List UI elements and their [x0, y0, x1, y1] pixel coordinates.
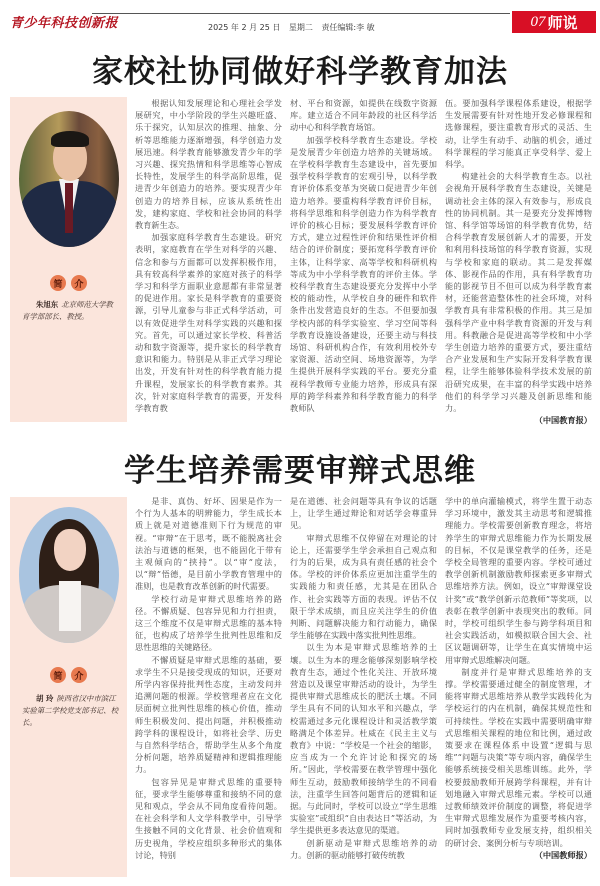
page-number: 07 [530, 13, 546, 30]
author-desc: 陕西省汉中市滨江实验第二学校党支部书记、校长。 [22, 694, 119, 727]
article-2-author-box [10, 497, 127, 877]
masthead [0, 0, 600, 40]
dateline [208, 22, 381, 33]
author-name: 朱旭东 [36, 300, 59, 309]
intro-tag: 简 介 [10, 275, 127, 291]
header-rule [92, 13, 510, 14]
article-1-column-1: 根据认知发展理论和心理社会学发展研究，中小学阶段的学生兴趣旺盛、乐于探究，认知层次的推理、抽象、分析等思维能力逐渐增强，科学创造力发展迅速。科学教育能够激发青少年的学习兴趣、探究热情和科学思维等心智成长特性，发展学生的科学高阶思维，促进青少年创造力的培养。要实现青少年创造力的培养目标，应该从系统性出发，建构家庭、学校和社会协同的科学教育新生态。 加强家庭科学教育生态建设。研究表明，家庭教育在学生对科学的兴趣、信念和参与方面都可以发挥积极作用，具有较高科学素养的家庭对孩子的科学学习和科学方面职业意愿都有非常显著的促进作用。家长是科学教育的重要资源，引导儿童参与非正式科学活动，可以有效促进学生对科学实践的兴趣和探究。首先，可以通过家长学校、科普活动和数字资源等，提升家长的科学教育意识和能力。特别是从非正式学习理论出发，开发有针对性的科学教育能力提升课程，发展家长的科学教育素养。其次，针对家庭科学教育的需要，开发科学教育教 [135, 98, 282, 414]
author-bio [22, 693, 120, 729]
article-2-column-3: 学中的单向灌输模式，将学生置于动态学习环境中，激发其主动思考和逻辑推理能力。学校需要创新教育理念，将培养学生的审辩式思维能力作为长期发展的目标，不仅是课堂教学的任务，还是学校全局管理的重要内容。学校可通过教学创新机制激励教师探索更多审辩式思维培养方法。例如，设立“审辩课堂设计奖”或“教学创新示范教师”等奖项，以表彰在教学创新中表现突出的教师。同时，学校可组织学生参与跨学科项目和社会实践活动，如模拟联合国大会、社区议题调研等，让学生在真实情境中运用审辩式思维解决问题。 制度并行是审辩式思维培养的支撑。学校需要通过健全的制度管理，才能将审辩式思维培养从教学实践转化为学校运行的内在机制，确保其规范性和可持续性。学校在实践中需要明确审辩式思维相关课程的地位和比例，通过政策要求在课程体系中设置“逻辑与思维”“问题与决策”等专项内容，确保学生能够系统接受相关思维训练。此外，学校要鼓励教师开展跨学科课程，并有计划地融入审辩式思维元素。学校可以通过教师绩效评价制度的调整，将促进学生审辩式思维发展作为重要考核内容，同时加强教师专业发展支持，组织相关的研讨会、案例分析与专项培训。 （中国教师报） [445, 496, 592, 860]
newspaper-logo: 青少年科技创新报 [10, 16, 119, 31]
issue-weekday: 星期二 [288, 23, 313, 32]
article-2-source: （中国教师报） [534, 849, 592, 860]
article-1-author-box [10, 97, 127, 422]
author-name: 胡 玲 [36, 694, 54, 703]
article-1-source: （中国教育报） [534, 415, 592, 426]
section-name: 师说 [547, 13, 578, 32]
page-section-badge [512, 11, 596, 33]
author-bio [22, 299, 120, 323]
author-portrait-zhu [19, 111, 119, 247]
author-desc: 北京师范大学教育学部部长、教授。 [22, 300, 113, 321]
issue-date: 2025 年 2 月 25 日 [208, 23, 281, 32]
article-1-title: 家校社协同做好科学教育加法 [92, 54, 508, 90]
article-1-column-2: 材、平台和资源，如提供在线数字资源库。建立适合不同年龄段的社区科学活动中心和科学教育场馆。 加强学校科学教育生态建设。学校是发展青少年创造力培养的关键场域。在学校科学教育生态建设中，首先要加强学校科学教育的宏观引导，以科学教育评价体系变革为突破口促进青少年创造力培养。要重构科学教育评价目标，将科学思维和科学创造力作为科学教育评价的核心目标；要发展科学教育评价方式，建立过程性评价和结果性评价相结合的评价制度；要拓宽科学教育评价主体，让科学家、高等学校和科研机构等成为中小学科学教育的评价主体。学校科学教育生态建设要充分发挥中小学校的能动性，从学校自身的硬件和软件条件出发营造良好的生态。不但要加强学校内部的科学实验室、学习空间等科学教育设施设备建设，还要主动与科技场馆、科研机构合作，有效利用校外专家资源、活动空间、场地资源等，为学生提供开展科学实践的平台。要充分重视科学教师专业能力培养，形成具有深厚的跨学科素养和科学教育能力的科学教师队 [290, 98, 437, 414]
article-2-column-2: 是在道德、社会问题等具有争议的话题上，让学生通过辩论和对话学会尊重异见。 审辩式思维不仅停留在对理论的讨论上，还需要学生学会承担自己观点和行为的后果，成为具有责任感的社会个体。学校的评价体系应更加注重学生的实践能力和责任感，尤其是在团队合作、社会实践等方面的表现。评估不仅限于学术成绩，而且应关注学生的价值判断、问题解决能力和行动能力，确保学生能够在实践中落实批判性思维。 以生为本是审辩式思维培养的土壤。以生为本的理念能够深刻影响学校教育生态，通过个性化关注、开放环境营造以及课堂审辩活动的设计，为学生提供审辩式思维成长的肥沃土壤。不同学生具有不同的认知水平和兴趣点，学校需通过多元化课程设计和灵活教学策略满足个体差异。杜威在《民主主义与教育》中说：“学校是一个社会的缩影，应当成为一个允许讨论和探究的场所。”因此，学校需要在教学管理中强化师生互动，鼓励教师接纳学生的不同看法，注重学生回答问题背后的逻辑和证据。与此同时，学校可以设立“学生思维实验室”或组织“自由表达日”等活动，为学生提供更多表达意见的渠道。 创新驱动是审辩式思维培养的动力。创新的驱动能够打破传统教 [290, 496, 437, 860]
author-portrait-hu [19, 507, 119, 643]
article-2-column-1: 是非、真伪、好坏、因果是作为一个行为人基本的明辨能力，学生成长本质上就是对道德准则下行为规范的审视。“审辩”在于思考，既不能脱离社会法治与道德的框架，也不能固化于带有主观倾向的“挟持”。以“审”度法，以“辩”悟德，是目前小学教育管理中的准则，也是教育改革创新的时代需要。 学校行动是审辩式思维培养的路径。不懈质疑、包容异见和力行担责，这三个维度不仅是审辩式思维的基本特征，也构成了培养学生批判性思维和反思性思维的关键路径。 不懈质疑是审辩式思维的基础，要求学生不只是接受现成的知识，还要对所学内容保持批判性态度，主动发问并追溯问题的根源。学校管理者应在文化层面树立批判性思维的核心价值，推动师生积极发问、提出问题，并积极推动跨学科的课程设计，如将社会学、历史与自然科学结合，帮助学生从多个角度分析问题，培养质疑精神和逻辑推理能力。 包容异见是审辩式思维的重要特征，要求学生能够尊重和接纳不同的意见和观点，学会从不同角度看待问题。在社会科学和人文学科教学中，引导学生接触不同的文化背景、社会价值观和历史视角，学校应组织多种形式的集体讨论，特别 [135, 496, 282, 860]
page-editor: 责任编辑:李 敏 [321, 23, 375, 32]
article-2-title: 学生培养需要审辩式思维 [124, 453, 476, 489]
article-1-column-3: 伍。要加强科学课程体系建设，根据学生发展需要有针对性地开发必修课程和选修课程，要注重教育形式的灵活、生动，让学生有动手、动脑的机会，通过科学课程的学习能真正享受科学、爱上科学。 构建社会的大科学教育生态。以社会视角开展科学教育生态建设，关键是调动社会主体的深入有效参与，形成良性的协同机制。其一是要充分发挥博物馆、科学馆等场馆的科学教育优势，结合科学教育发展创新人才的需要，开发和利用科技场馆的科学教育资源，实现与学校和家庭的联动。其二是发挥媒体、影视作品的作用，具有科学教育功能的影视节目不但可以成为科学教育素材，还能营造整体性的社会环境，对科学教育具有非常积极的作用。其三是加强科学产业中科学教育资源的开发与利用。科教融合是促进高等学校和中小学学生创造力培养的重要方式，要注重结合产业发展和生产实际开发科学教育课程，让学生能够体验科学技术发展的前沿研究成果，在丰富的科学实践中培养他们的科学学习兴趣及创新思维和能力。 （中国教育报） [445, 98, 592, 426]
intro-tag: 简 介 [10, 667, 127, 683]
